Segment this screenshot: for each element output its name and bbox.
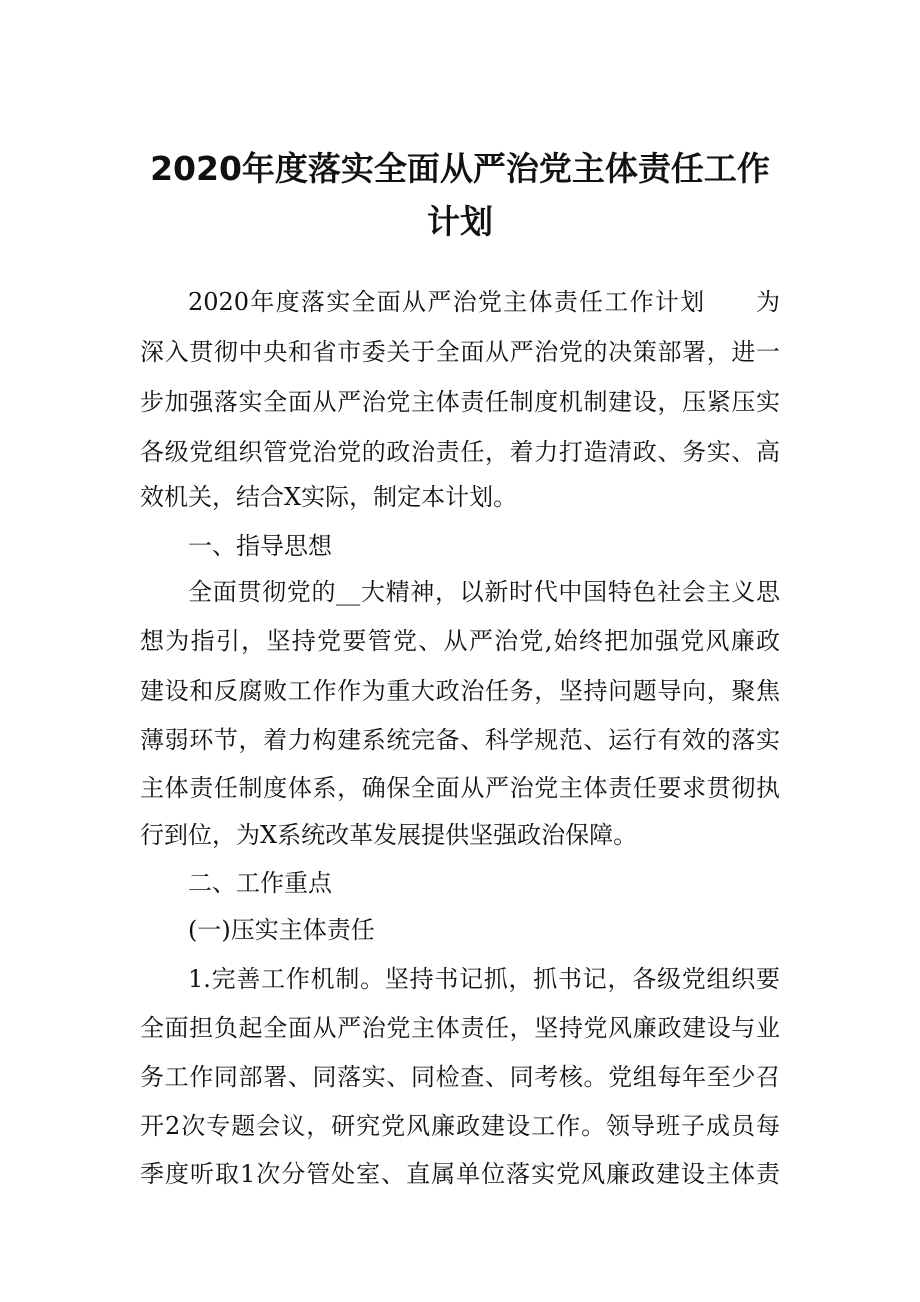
section-heading-1: 一、指导思想 bbox=[188, 532, 332, 560]
document-title-line-1: 2020年度落实全面从严治党主体责任工作 bbox=[150, 149, 770, 188]
paragraph-1-line-3: 步加强落实全面从严治党主体责任制度机制建设，压紧压实 bbox=[140, 388, 780, 416]
paragraph-2-line-2: 想为指引，坚持党要管党、从严治党,始终把加强党风廉政 bbox=[140, 627, 780, 655]
section-heading-2: 二、工作重点 bbox=[188, 869, 332, 897]
paragraph-3-line-1: 1.完善工作机制。坚持书记抓，抓书记，各级党组织要 bbox=[188, 965, 780, 993]
paragraph-2-line-5: 主体责任制度体系，确保全面从严治党主体责任要求贯彻执 bbox=[140, 774, 780, 802]
paragraph-3-line-3: 务工作同部署、同落实、同检查、同考核。党组每年至少召 bbox=[140, 1063, 780, 1091]
paragraph-2-line-3: 建设和反腐败工作作为重大政治任务，坚持问题导向，聚焦 bbox=[140, 677, 780, 705]
paragraph-1-line-5: 效机关，结合X实际，制定本计划。 bbox=[140, 483, 518, 511]
paragraph-2-line-6: 行到位，为X系统改革发展提供坚强政治保障。 bbox=[140, 821, 638, 849]
paragraph-2-line-1: 全面贯彻党的__大精神，以新时代中国特色社会主义思 bbox=[188, 578, 780, 606]
paragraph-3-line-2: 全面担负起全面从严治党主体责任，坚持党风廉政建设与业 bbox=[140, 1014, 780, 1042]
paragraph-3-line-4: 开2次专题会议，研究党风廉政建设工作。领导班子成员每 bbox=[140, 1112, 780, 1140]
paragraph-1-line-2: 深入贯彻中央和省市委关于全面从严治党的决策部署，进一 bbox=[140, 338, 780, 366]
document-title-line-2: 计划 bbox=[427, 202, 493, 241]
paragraph-1-line-1: 2020年度落实全面从严治党主体责任工作计划 为 bbox=[188, 288, 780, 316]
paragraph-2-line-4: 薄弱环节，着力构建系统完备、科学规范、运行有效的落实 bbox=[140, 726, 780, 754]
subsection-heading-1: (一)压实主体责任 bbox=[188, 916, 375, 944]
paragraph-3-line-5: 季度听取1次分管处室、直属单位落实党风廉政建设主体责 bbox=[140, 1160, 780, 1188]
paragraph-1-line-4: 各级党组织管党治党的政治责任，着力打造清政、务实、高 bbox=[140, 438, 780, 466]
